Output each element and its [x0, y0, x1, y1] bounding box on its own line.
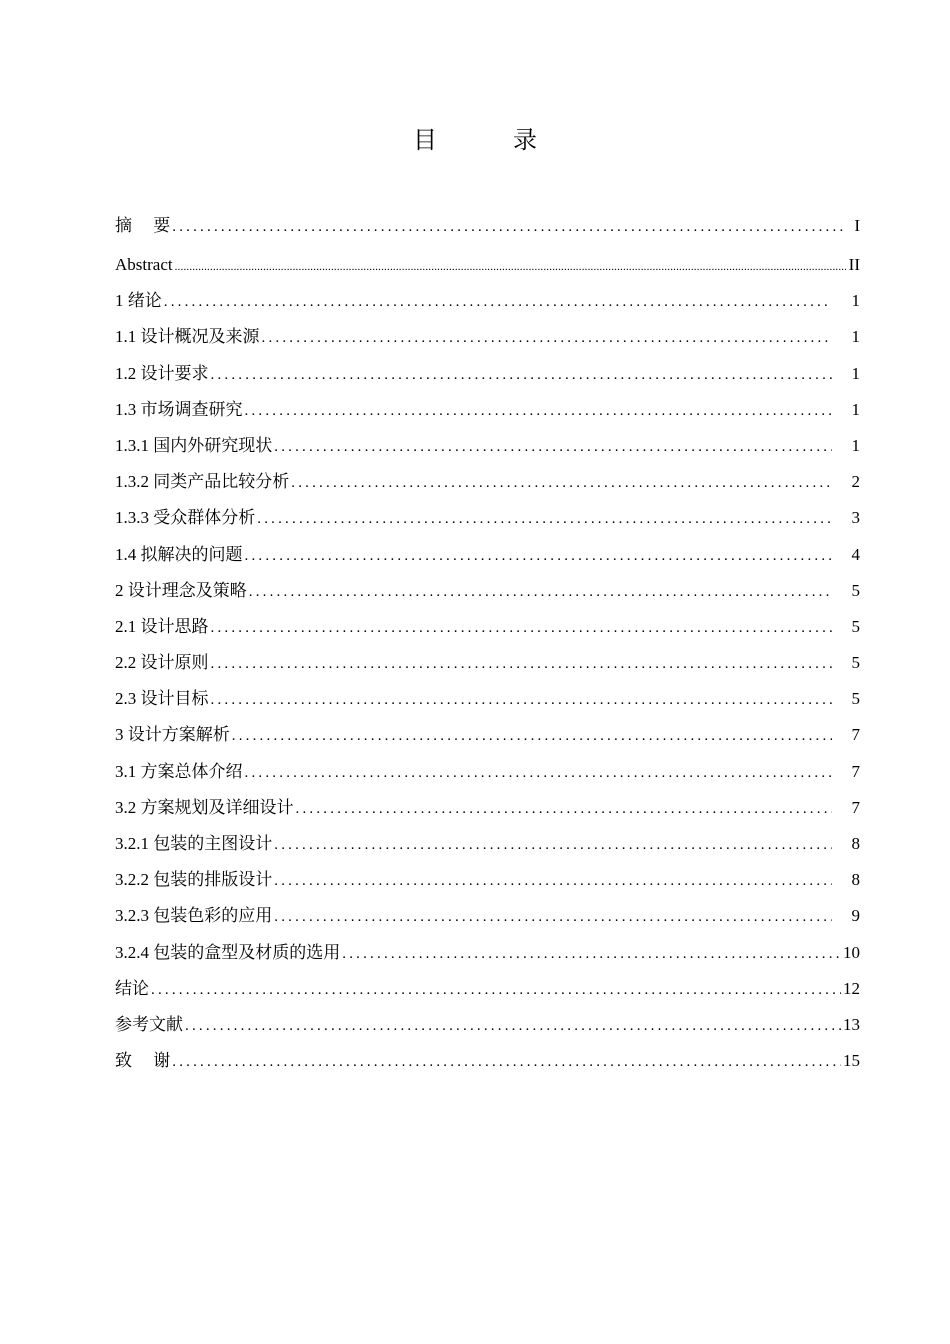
toc-leader-dots	[211, 357, 833, 393]
toc-entry-label: 3.2 方案规划及详细设计	[115, 797, 294, 817]
toc-entry[interactable]	[115, 862, 860, 898]
toc-list	[115, 208, 860, 1082]
toc-entry-label: 2.3 设计目标	[115, 689, 209, 709]
toc-entry-label: 致 谢	[115, 1051, 171, 1071]
toc-entry-page: 9	[851, 906, 860, 926]
toc-entry-label: 2.1 设计思路	[115, 616, 209, 636]
toc-entry[interactable]	[115, 717, 860, 753]
toc-entry[interactable]	[115, 208, 860, 247]
toc-entry-label: 1.2 设计要求	[115, 363, 209, 383]
toc-entry-page: 1	[851, 399, 860, 419]
toc-leader-dots	[211, 610, 833, 646]
toc-entry-page: 12	[843, 978, 860, 998]
toc-entry-label: 3.2.3 包装色彩的应用	[115, 906, 273, 926]
toc-leader-dots	[262, 320, 833, 356]
toc-entry-page: I	[854, 216, 860, 235]
toc-entry-label: 1.3.1 国内外研究现状	[115, 435, 273, 455]
toc-entry[interactable]	[115, 247, 860, 283]
toc-entry-label: Abstract	[115, 255, 173, 274]
toc-entry-page: 7	[851, 761, 860, 781]
toc-entry-page: 13	[843, 1014, 860, 1034]
toc-leader-dots	[151, 972, 841, 1008]
toc-leader-dots	[172, 1044, 841, 1080]
toc-entry[interactable]	[115, 681, 860, 717]
toc-leader-dots	[296, 791, 833, 827]
toc-entry-label: 3 设计方案解析	[115, 725, 230, 745]
toc-entry-label: 1 绪论	[115, 291, 162, 311]
toc-entry[interactable]	[115, 971, 860, 1007]
toc-entry-label: 1.1 设计概况及来源	[115, 327, 260, 347]
toc-entry[interactable]	[115, 319, 860, 355]
toc-leader-dots	[172, 209, 846, 245]
toc-leader-dots	[291, 465, 832, 501]
toc-entry-page: 8	[851, 870, 860, 890]
toc-entry-label: 3.2.4 包装的盒型及材质的选用	[115, 942, 341, 962]
toc-entry[interactable]	[115, 898, 860, 934]
toc-entry-label: 摘 要	[115, 216, 171, 235]
toc-entry-label: 1.3 市场调查研究	[115, 399, 243, 419]
toc-entry-page: 1	[851, 435, 860, 455]
toc-entry[interactable]	[115, 464, 860, 500]
toc-leader-dots	[211, 646, 833, 682]
toc-entry-page: 5	[851, 653, 860, 673]
toc-entry-page: 10	[843, 942, 860, 962]
toc-leader-dots	[245, 538, 833, 574]
toc-leader-dots	[245, 755, 833, 791]
toc-entry-page: 1	[851, 327, 860, 347]
toc-entry[interactable]	[115, 609, 860, 645]
toc-entry[interactable]	[115, 935, 860, 971]
toc-entry-page: 2	[851, 472, 860, 492]
toc-entry[interactable]	[115, 537, 860, 573]
toc-entry-page: 7	[851, 725, 860, 745]
toc-entry-page: 5	[851, 689, 860, 709]
toc-leader-dots	[245, 393, 833, 429]
toc-leader-dots	[185, 1008, 841, 1044]
toc-entry-page: 1	[851, 291, 860, 311]
toc-entry[interactable]	[115, 645, 860, 681]
toc-entry[interactable]	[115, 356, 860, 392]
toc-entry[interactable]	[115, 283, 860, 319]
toc-entry-page: 8	[851, 834, 860, 853]
toc-entry[interactable]	[115, 392, 860, 428]
toc-entry-page: 5	[851, 580, 860, 600]
toc-entry-page: 4	[851, 544, 860, 564]
toc-leader-dots	[274, 827, 832, 863]
toc-entry-label: 1.4 拟解决的问题	[115, 544, 243, 564]
toc-entry[interactable]	[115, 500, 860, 536]
toc-leader-dots	[175, 249, 846, 285]
toc-entry-page: 7	[851, 797, 860, 817]
toc-entry-page: II	[848, 255, 860, 274]
toc-entry-label: 结论	[115, 978, 149, 998]
page-title: 目 录	[413, 126, 563, 154]
toc-leader-dots	[211, 682, 833, 718]
toc-leader-dots	[274, 899, 832, 935]
toc-leader-dots	[274, 429, 832, 465]
toc-entry-label: 2.2 设计原则	[115, 653, 209, 673]
toc-entry-page: 1	[851, 363, 860, 383]
toc-entry[interactable]	[115, 573, 860, 609]
toc-entry[interactable]	[115, 1007, 860, 1043]
toc-entry-label: 3.2.1 包装的主图设计	[115, 834, 273, 853]
toc-entry-label: 3.1 方案总体介绍	[115, 761, 243, 781]
toc-leader-dots	[342, 936, 841, 972]
toc-entry-label: 2 设计理念及策略	[115, 580, 247, 600]
toc-leader-dots	[249, 574, 832, 610]
toc-leader-dots	[164, 284, 832, 320]
toc-leader-dots	[257, 501, 832, 537]
toc-leader-dots	[274, 863, 832, 899]
toc-entry-label: 参考文献	[115, 1014, 183, 1034]
toc-entry-page: 15	[843, 1051, 860, 1071]
toc-entry[interactable]	[115, 754, 860, 790]
toc-entry-label: 3.2.2 包装的排版设计	[115, 870, 273, 890]
toc-entry[interactable]	[115, 826, 860, 862]
toc-entry-label: 1.3.3 受众群体分析	[115, 508, 256, 528]
toc-entry[interactable]	[115, 428, 860, 464]
toc-entry-page: 3	[851, 508, 860, 528]
toc-entry-label: 1.3.2 同类产品比较分析	[115, 472, 290, 492]
toc-entry[interactable]	[115, 1043, 860, 1082]
toc-entry[interactable]	[115, 790, 860, 826]
toc-entry-page: 5	[851, 616, 860, 636]
toc-leader-dots	[232, 718, 832, 754]
